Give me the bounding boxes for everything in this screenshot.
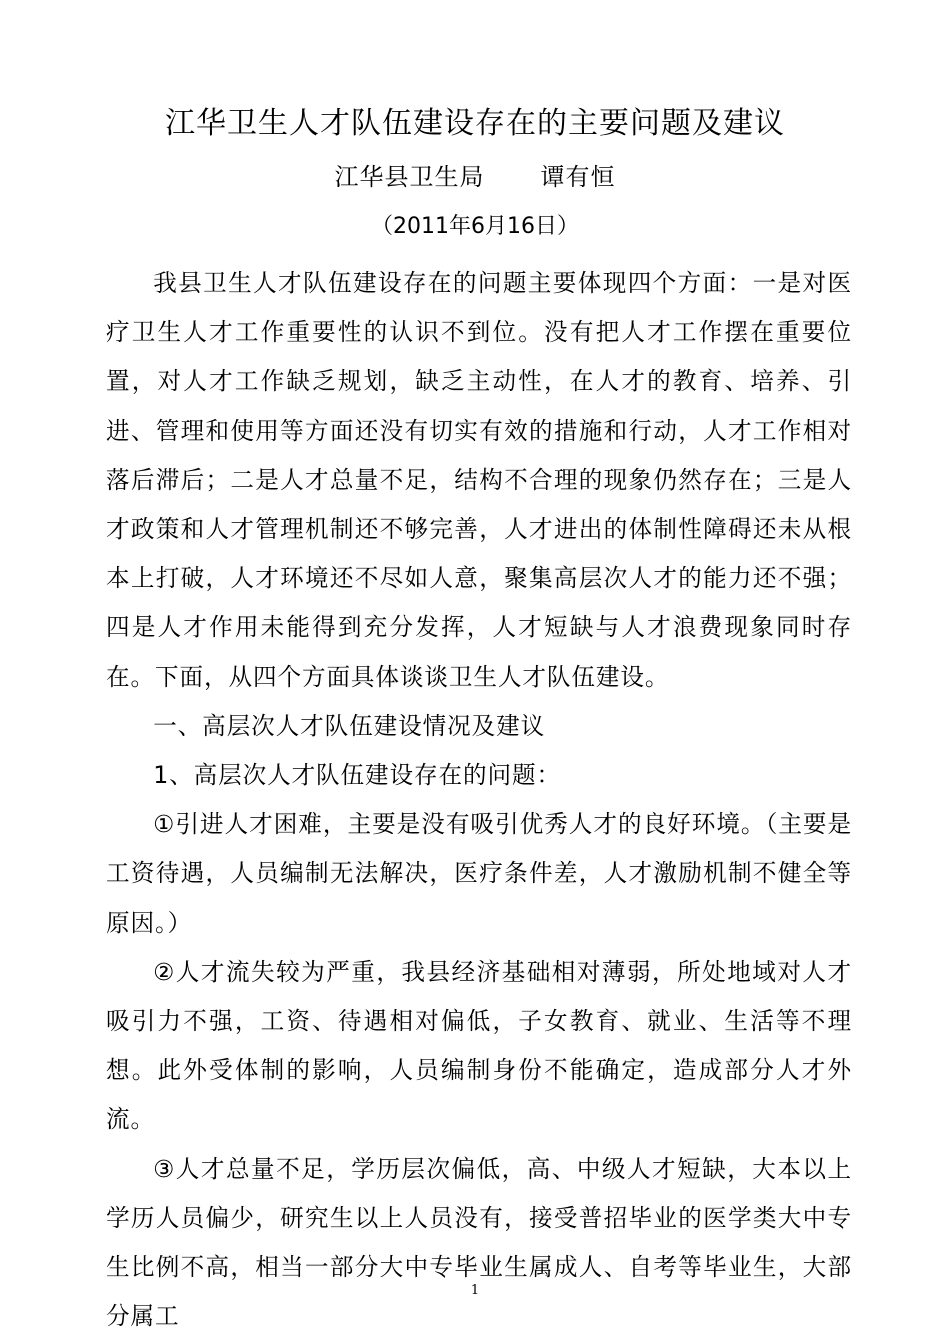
author-organization: 江华县卫生局 xyxy=(334,163,485,191)
paragraph-item-2: ②人才流失较为严重，我县经济基础相对薄弱，所处地域对人才吸引力不强，工资、待遇相对偏低，子女教育、就业、生活等不理想。此外受体制的影响，人员编制身份不能确定，造成部分人才外流。 xyxy=(106,957,852,1134)
paragraph-intro: 我县卫生人才队伍建设存在的问题主要体现四个方面：一是对医疗卫生人才工作重要性的认识不到位。没有把人才工作摆在重要位置，对人才工作缺乏规划，缺乏主动性，在人才的教育、培养、引进、管理和使用等方面还没有切实有效的措施和行动，人才工作相对落后滞后；二是人才总量不足，结构不合理的现象仍然存在；三是人才政策和人才管理机制还不够完善，人才进出的体制性障碍还未从根本上打破，人才环境还不尽如人意，聚集高层次人才的能力还不强；四是人才作用未能得到充分发挥，人才短缺与人才浪费现象同时存在。下面，从四个方面具体谈谈卫生人才队伍建设。 xyxy=(106,269,852,691)
author-name: 谭有恒 xyxy=(540,163,616,191)
page-number: 1 xyxy=(470,1283,480,1298)
document-title: 江华卫生人才队伍建设存在的主要问题及建议 xyxy=(165,106,785,141)
document-date: （2011年6月16日） xyxy=(371,214,579,239)
document-body xyxy=(106,259,852,1341)
paragraph-item-3: ③人才总量不足，学历层次偏低，高、中级人才短缺，大本以上学历人员偏少，研究生以上人员没有，接受普招毕业的医学类大中专生比例不高，相当一部分大中专毕业生属成人、自考等毕业生，大部分属工 xyxy=(106,1154,852,1331)
author-line xyxy=(0,159,950,195)
paragraph-item-1: ①引进人才困难，主要是没有吸引优秀人才的良好环境。（主要是工资待遇，人员编制无法解决，医疗条件差，人才激励机制不健全等原因。） xyxy=(106,810,852,937)
section-heading-1: 一、高层次人才队伍建设情况及建议 xyxy=(153,711,546,740)
subsection-heading-1: 1、高层次人才队伍建设存在的问题： xyxy=(153,761,561,790)
